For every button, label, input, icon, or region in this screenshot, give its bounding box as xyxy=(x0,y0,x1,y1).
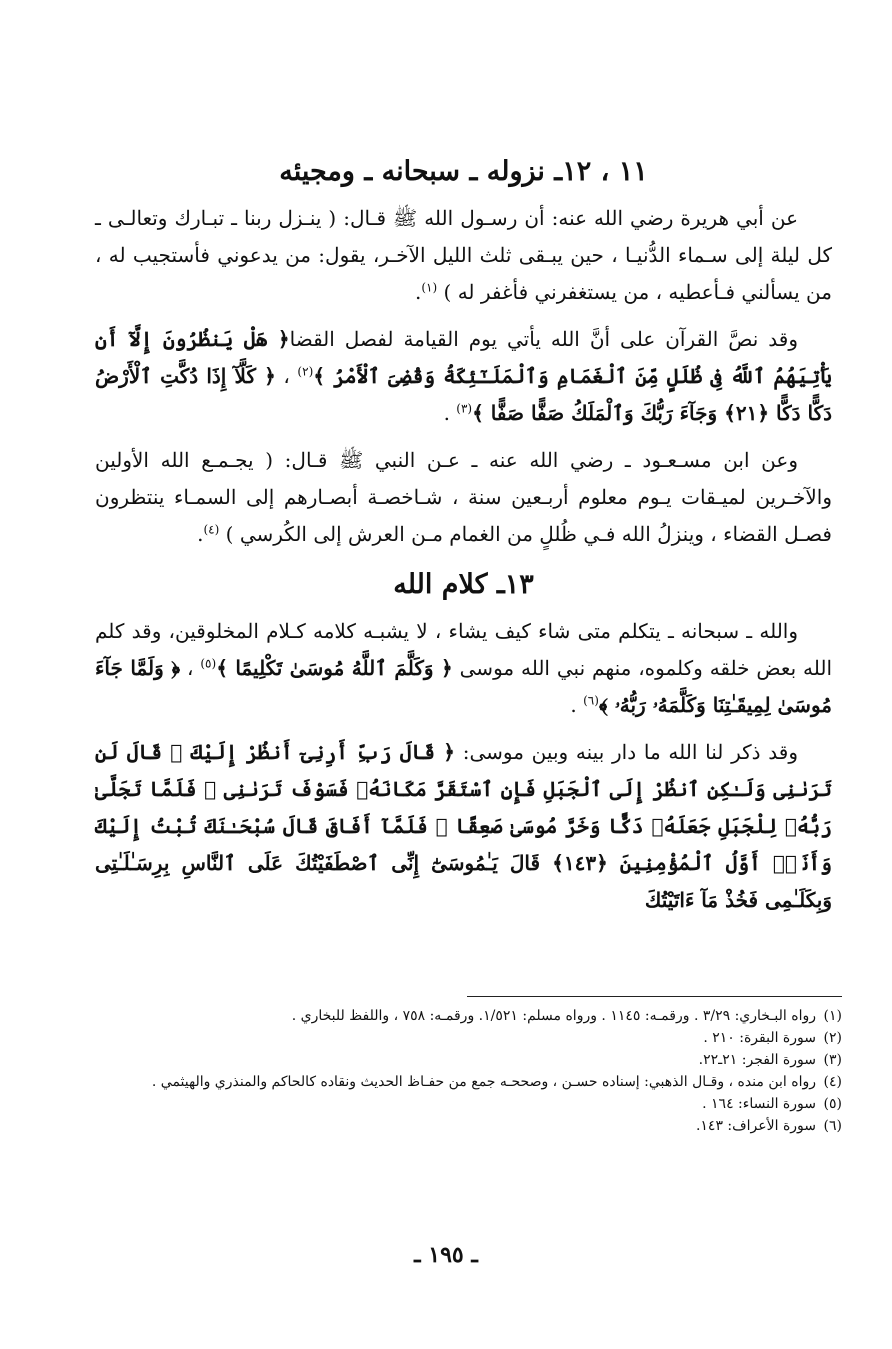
quran-verse-baqara: ﴿ هَلْ يَنظُرُونَ إِلَّآ أَن يَأْتِيَهُمُ ٱللَّهُ فِى ظُلَلٍ مِّنَ ٱلْغَمَامِ وَٱلْمَلَـٰٓئِكَةُ وَقُضِىَ ٱلْأَمْرُ ﴾ xyxy=(95,327,832,388)
footnote-1 xyxy=(95,1005,842,1027)
footnote-text: سورة الأعراف: ١٤٣. xyxy=(695,1118,816,1134)
quran-paragraph-coming xyxy=(95,321,832,432)
paragraph-end: . xyxy=(570,693,584,717)
hadith-paragraph-ibn-masud xyxy=(95,442,832,553)
footnote-number: (١) xyxy=(823,1008,842,1024)
footnote-text: رواه ابن منده ، وقـال الذهبي: إسناده حسـن ، وصححـه جمع من حفـاظ الحديث ونقاده كالحاكم والمنذري والهيثمي . xyxy=(151,1074,816,1090)
footnote-number: (٣) xyxy=(823,1052,842,1068)
section-heading-descent: ١١ ، ١٢ـ نزوله ـ سبحانه ـ ومجيئه xyxy=(279,156,648,187)
footnote-number: (٥) xyxy=(823,1096,842,1112)
paragraph-intro: وقد نصَّ القرآن على أنَّ الله يأتي يوم القيامة لفصل القضا xyxy=(289,327,798,351)
main-text xyxy=(95,150,832,929)
footnote-divider xyxy=(467,996,842,997)
footnotes xyxy=(95,1005,842,1137)
footnote-text: سورة البقرة: ٢١٠ . xyxy=(703,1030,816,1046)
quran-verse-araf: ﴿ وَلَمَّا جَآءَ مُوسَىٰ لِمِيقَـٰتِنَا وَكَلَّمَهُۥ رَبُّهُۥ ﴾ xyxy=(95,656,832,717)
paragraph-end: . xyxy=(197,522,204,546)
hadith-paragraph-abu-hurayra: عن أبي هريرة رضي الله عنه: أن رسـول الله ﷺ قـال: ( ينـزل ربنا ـ تبـارك وتعالـى ـ كل ليلة إلى سـماء الدُّنيـا ، حين يبـقى ثلث الليل الآخـر، يقول: من يدعوني فأستجيب له ، من يسألني فـأعطيه ، من يستغفرني فأغفر له ) $^{(١)}$. xyxy=(95,206,832,304)
footnote-4 xyxy=(95,1071,842,1093)
moses-dialogue-paragraph xyxy=(95,734,832,919)
quran-verse-nisa: ﴿ وَكَلَّمَ ٱللَّهُ مُوسَىٰ تَكْلِيمًا ﴾ xyxy=(216,656,453,680)
footnote-text: سورة الفجر: ٢١ـ٢٢. xyxy=(698,1052,816,1068)
paragraph-text: والله ـ سبحانه ـ يتكلم متى شاء كيف يشاء ، لا يشبـه كلامه كـلام المخلوقين، وقد كلم الله بعض خلقه وكلموه، منهم نبي الله موسى xyxy=(95,619,833,680)
footnote-6 xyxy=(95,1115,842,1137)
footnote-ref-1: (١) xyxy=(421,280,438,295)
hadith-text: عن أبي هريرة رضي الله عنه: أن رسـول الله ﷺ قـال: ( ينـزل ربنا ـ تبـارك وتعالـى ـ كل ليلة إلى سـماء الدُّنيـا ، حين يبـقى ثلث الليل الآخـر، يقول: من يدعوني فأستجيب له ، من يسألني فـأعطيه ، من يستغفرني فأغفر له ) xyxy=(95,206,832,304)
footnote-number: (٢) xyxy=(823,1030,842,1046)
footnote-text: سورة النساء: ١٦٤ . xyxy=(702,1096,816,1112)
footnote-number: (٦) xyxy=(823,1118,842,1134)
hadith-text: وعن ابن مسـعـود ـ رضي الله عنه ـ عـن النبي ﷺ قـال: ( يجـمـع الله الأولين والآخـرين لميـقات يـوم معلوم أربـعين سنة ، شـاخصـة أبصـارهم إلى السمـاء ينتظرون فصـل القضاء ، وينزلُ الله فـي ظُللٍ من الغمام مـن العرش إلى الكُرسي ) xyxy=(95,448,832,546)
footnote-5 xyxy=(95,1093,842,1115)
footnote-2 xyxy=(95,1027,842,1049)
footnote-ref-5: (٥) xyxy=(200,656,217,671)
footnote-3 xyxy=(95,1049,842,1071)
footnote-ref-6: (٦) xyxy=(583,693,599,708)
paragraph-end: . xyxy=(443,401,457,425)
footnote-ref-2: (٢) xyxy=(297,364,314,379)
footnote-ref-4: (٤) xyxy=(203,522,220,537)
footnote-ref-3: (٣) xyxy=(456,401,473,416)
quran-verse-araf-143: ﴿ قَالَ رَبِّ أَرِنِىٓ أَنظُرْ إِلَيْكَ ۚ قَالَ لَن تَرَىٰنِى وَلَـٰكِنِ ٱنظُرْ إِلَى ٱلْجَبَلِ فَإِنِ ٱسْتَقَرَّ مَكَانَهُۥ فَسَوْفَ تَرَىٰنِى ۚ فَلَمَّا تَجَلَّىٰ رَبُّهُۥ لِلْجَبَلِ جَعَلَهُۥ دَكًّا وَخَرَّ مُوسَىٰ صَعِقًا ۚ فَلَمَّآ أَفَاقَ قَالَ سُبْحَـٰنَكَ تُبْتُ إِلَيْكَ وَأَنَا۠ أَوَّلُ ٱلْمُؤْمِنِينَ ﴿١٤٣﴾ قَالَ يَـٰمُوسَىٰٓ إِنِّى ٱصْطَفَيْتُكَ عَلَى ٱلنَّاسِ بِرِسَـٰلَـٰتِى وَبِكَلَـٰمِى فَخُذْ مَآ ءَاتَيْتُكَ xyxy=(95,740,832,912)
page-number: ـ ١٩٥ ـ xyxy=(414,1242,478,1268)
footnote-number: (٤) xyxy=(823,1074,842,1090)
paragraph-intro: وقد ذكر لنا الله ما دار بينه وبين موسى: xyxy=(462,740,798,764)
separator: ، xyxy=(180,656,201,680)
footnote-text: رواه البـخاري: ٣/٢٩ . ورقمـه: ١١٤٥ . ورواه مسلم: ١/٥٢١. ورقمـه: ٧٥٨ ، واللفظ للبخاري . xyxy=(291,1008,816,1024)
separator: ، xyxy=(275,364,298,388)
section-heading-speech: ١٣ـ كلام الله xyxy=(393,569,534,600)
quran-verse-fajr: ﴿ كَلَّآ إِذَا دُكَّتِ ٱلْأَرْضُ دَكًّا دَكًّا ﴿٢١﴾ وَجَآءَ رَبُّكَ وَٱلْمَلَكُ صَفًّا صَفًّا ﴾ xyxy=(95,364,832,425)
speech-paragraph xyxy=(95,613,832,724)
